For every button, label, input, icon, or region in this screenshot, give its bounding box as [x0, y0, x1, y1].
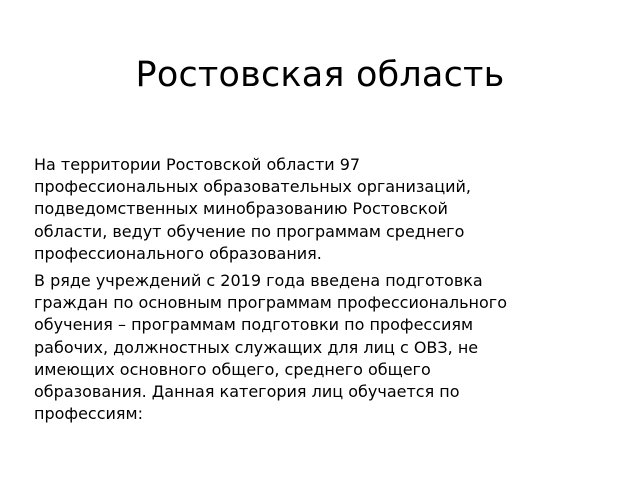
paragraph-2-line-7: профессиям:	[34, 404, 144, 424]
slide-body	[34, 154, 599, 430]
paragraph-1-line-5: профессионального образования.	[34, 243, 322, 263]
paragraph-2-line-4: рабочих, должностных служащих для лиц с ОВЗ, не	[34, 337, 479, 357]
paragraph-2-line-5: имеющих основного общего, среднего общего	[34, 359, 431, 379]
paragraph-2-line-2: граждан по основным программам профессионального	[34, 293, 507, 313]
paragraph-2-line-1: В ряде учреждений с 2019 года введена подготовка	[34, 271, 483, 291]
paragraph-1-line-4: области, ведут обучение по программам среднего	[34, 221, 465, 241]
paragraph-1-line-1: На территории Ростовской области 97	[34, 155, 361, 174]
slide-title: Ростовская область	[135, 55, 505, 95]
paragraph-1-line-3: подведомственных минобразованию Ростовской	[34, 199, 448, 219]
paragraph-2-line-6: образования. Данная категория лиц обучается по	[34, 382, 460, 402]
paragraph-2	[34, 270, 599, 425]
paragraph-1-line-2: профессиональных образовательных организаций,	[34, 177, 471, 197]
paragraph-2-line-3: обучения – программам подготовки по профессиям	[34, 315, 474, 335]
paragraph-1	[34, 154, 599, 265]
